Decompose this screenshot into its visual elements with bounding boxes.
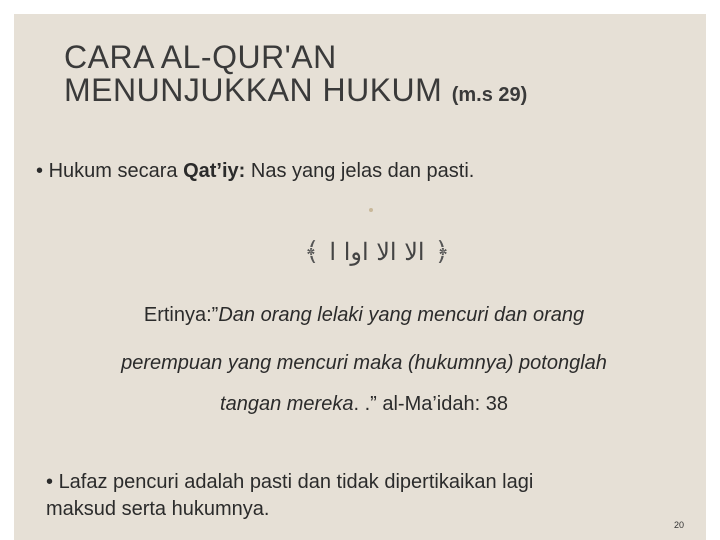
bullet1-prefix: Hukum secara: [48, 160, 184, 182]
bullet2-line-1-text: Lafaz pencuri adalah pasti dan tidak dipertikaikan lagi: [58, 471, 534, 493]
bullet-hukum-qatiy: [36, 160, 474, 183]
title-page-ref: (m.s 29): [451, 84, 528, 106]
translation-line-1-italic: Dan orang lelaki yang mencuri dan orang: [218, 304, 585, 326]
verse-ornament-left-icon: ﴾: [304, 237, 320, 267]
quran-verse: [282, 232, 472, 272]
bullet-dot: •: [46, 471, 59, 493]
bullet-dot: •: [36, 160, 44, 182]
bullet2-line-2-text: maksud serta hukumnya.: [46, 498, 270, 520]
verse-reference: . .” al-Ma’idah: 38: [353, 393, 508, 415]
slide-title: [64, 41, 527, 112]
bullet1-bold-term: Qat’iy:: [183, 160, 246, 182]
translation-prefix: Ertinya:”: [143, 304, 219, 326]
translation-line-1: [54, 304, 674, 327]
verse-ornament-right-icon: ﴿: [434, 237, 450, 267]
slide: [14, 14, 706, 540]
verse-arabic-text: الا الا اوا ا: [329, 238, 425, 266]
bullet2-line-2: [46, 496, 533, 523]
decorative-dot: [369, 208, 373, 212]
bullet1-suffix: Nas yang jelas dan pasti.: [245, 160, 475, 182]
translation-line-3-italic: tangan mereka: [220, 393, 354, 415]
bullet2-line-1: [46, 469, 533, 496]
title-line-1: CARA AL-QUR'AN: [64, 39, 337, 75]
title-line-2: [64, 74, 527, 112]
translation-line-2-italic: perempuan yang mencuri maka (hukumnya) potonglah: [121, 352, 607, 374]
title-line-2-text: MENUNJUKKAN HUKUM: [64, 72, 443, 108]
bullet-lafaz-pencuri: [46, 469, 533, 523]
page-number: 20: [673, 520, 684, 530]
translation-line-2: [54, 352, 674, 375]
translation-line-3: [54, 393, 674, 416]
